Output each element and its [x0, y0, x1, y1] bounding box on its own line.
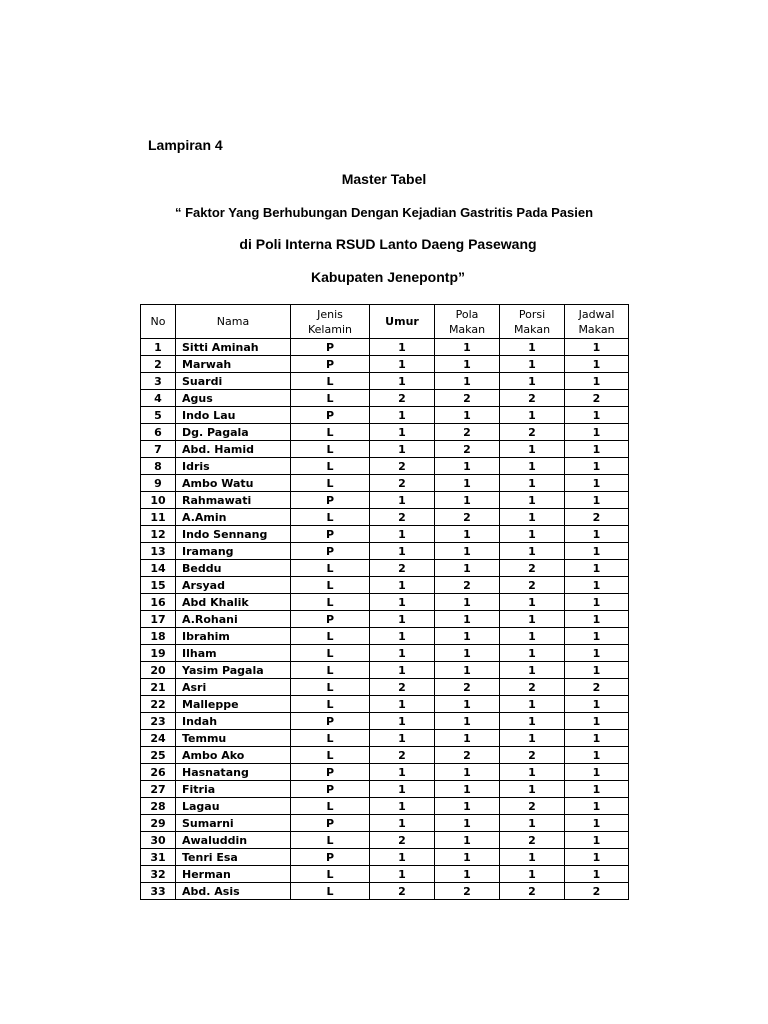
- table-row: [141, 611, 629, 628]
- cell-jadwal-makan: 2: [565, 509, 629, 526]
- cell-jadwal-makan: 1: [565, 628, 629, 645]
- cell-no: 16: [141, 594, 176, 611]
- cell-pola-makan: 1: [435, 543, 500, 560]
- cell-jenis-kelamin: L: [291, 832, 370, 849]
- cell-no: 10: [141, 492, 176, 509]
- cell-nama: Tenri Esa: [176, 849, 291, 866]
- cell-jenis-kelamin: L: [291, 509, 370, 526]
- cell-jenis-kelamin: P: [291, 339, 370, 356]
- cell-no: 14: [141, 560, 176, 577]
- subtitle-line-1: “ Faktor Yang Berhubungan Dengan Kejadian Gastritis Pada Pasien: [174, 205, 594, 220]
- cell-umur: 1: [370, 424, 435, 441]
- cell-jadwal-makan: 1: [565, 560, 629, 577]
- cell-no: 21: [141, 679, 176, 696]
- cell-jenis-kelamin: P: [291, 356, 370, 373]
- cell-jadwal-makan: 1: [565, 747, 629, 764]
- cell-no: 8: [141, 458, 176, 475]
- table-row: [141, 339, 629, 356]
- table-body: [141, 339, 629, 900]
- cell-umur: 1: [370, 407, 435, 424]
- cell-jadwal-makan: 2: [565, 390, 629, 407]
- table-row: [141, 832, 629, 849]
- cell-no: 32: [141, 866, 176, 883]
- table-row: [141, 747, 629, 764]
- cell-pola-makan: 2: [435, 424, 500, 441]
- table-row: [141, 373, 629, 390]
- cell-umur: 1: [370, 577, 435, 594]
- cell-porsi-makan: 1: [500, 849, 565, 866]
- cell-nama: Herman: [176, 866, 291, 883]
- cell-umur: 1: [370, 645, 435, 662]
- cell-porsi-makan: 1: [500, 594, 565, 611]
- cell-jadwal-makan: 1: [565, 594, 629, 611]
- header-porsi-makan: [500, 305, 565, 339]
- cell-jenis-kelamin: L: [291, 679, 370, 696]
- cell-no: 12: [141, 526, 176, 543]
- cell-porsi-makan: 1: [500, 492, 565, 509]
- cell-porsi-makan: 1: [500, 356, 565, 373]
- cell-no: 28: [141, 798, 176, 815]
- cell-umur: 1: [370, 713, 435, 730]
- cell-no: 29: [141, 815, 176, 832]
- cell-porsi-makan: 1: [500, 339, 565, 356]
- cell-jadwal-makan: 1: [565, 730, 629, 747]
- table-row: [141, 424, 629, 441]
- cell-no: 2: [141, 356, 176, 373]
- cell-nama: Marwah: [176, 356, 291, 373]
- cell-nama: Yasim Pagala: [176, 662, 291, 679]
- table-row: [141, 696, 629, 713]
- cell-jadwal-makan: 1: [565, 339, 629, 356]
- cell-porsi-makan: 1: [500, 781, 565, 798]
- cell-nama: Abd Khalik: [176, 594, 291, 611]
- cell-porsi-makan: 2: [500, 798, 565, 815]
- cell-porsi-makan: 1: [500, 696, 565, 713]
- cell-jadwal-makan: 1: [565, 407, 629, 424]
- cell-no: 26: [141, 764, 176, 781]
- cell-jenis-kelamin: P: [291, 492, 370, 509]
- cell-umur: 1: [370, 543, 435, 560]
- cell-no: 5: [141, 407, 176, 424]
- table-row: [141, 594, 629, 611]
- cell-jadwal-makan: 1: [565, 781, 629, 798]
- cell-umur: 2: [370, 390, 435, 407]
- cell-nama: Idris: [176, 458, 291, 475]
- cell-jadwal-makan: 1: [565, 441, 629, 458]
- cell-pola-makan: 1: [435, 764, 500, 781]
- cell-umur: 1: [370, 441, 435, 458]
- table-row: [141, 849, 629, 866]
- cell-jadwal-makan: 1: [565, 696, 629, 713]
- cell-pola-makan: 1: [435, 662, 500, 679]
- header-nama-label: Nama: [216, 315, 250, 328]
- cell-pola-makan: 2: [435, 883, 500, 900]
- cell-jadwal-makan: 1: [565, 356, 629, 373]
- cell-pola-makan: 1: [435, 458, 500, 475]
- cell-jadwal-makan: 1: [565, 458, 629, 475]
- cell-pola-makan: 1: [435, 526, 500, 543]
- cell-porsi-makan: 2: [500, 679, 565, 696]
- cell-pola-makan: 1: [435, 798, 500, 815]
- table-row: [141, 679, 629, 696]
- cell-nama: Lagau: [176, 798, 291, 815]
- header-porsi-line2: Makan: [513, 322, 551, 336]
- cell-pola-makan: 1: [435, 373, 500, 390]
- table-row: [141, 356, 629, 373]
- cell-jenis-kelamin: P: [291, 543, 370, 560]
- cell-pola-makan: 2: [435, 679, 500, 696]
- cell-porsi-makan: 1: [500, 866, 565, 883]
- header-pola-line1: Pola: [455, 307, 479, 321]
- cell-umur: 1: [370, 373, 435, 390]
- table-row: [141, 526, 629, 543]
- cell-jadwal-makan: 1: [565, 492, 629, 509]
- header-nama: [176, 305, 291, 339]
- cell-no: 30: [141, 832, 176, 849]
- cell-porsi-makan: 1: [500, 458, 565, 475]
- cell-umur: 2: [370, 509, 435, 526]
- cell-jadwal-makan: 1: [565, 475, 629, 492]
- cell-jenis-kelamin: L: [291, 390, 370, 407]
- cell-no: 7: [141, 441, 176, 458]
- cell-umur: 1: [370, 730, 435, 747]
- header-jk-line1: Jenis: [317, 307, 343, 321]
- cell-no: 18: [141, 628, 176, 645]
- cell-pola-makan: 2: [435, 390, 500, 407]
- cell-nama: Beddu: [176, 560, 291, 577]
- table-row: [141, 407, 629, 424]
- table-row: [141, 730, 629, 747]
- cell-jadwal-makan: 2: [565, 679, 629, 696]
- cell-jenis-kelamin: L: [291, 645, 370, 662]
- table-row: [141, 866, 629, 883]
- cell-umur: 1: [370, 628, 435, 645]
- cell-pola-makan: 2: [435, 577, 500, 594]
- cell-nama: Ambo Watu: [176, 475, 291, 492]
- table-row: [141, 781, 629, 798]
- cell-nama: Rahmawati: [176, 492, 291, 509]
- cell-porsi-makan: 1: [500, 611, 565, 628]
- cell-jadwal-makan: 1: [565, 713, 629, 730]
- cell-nama: A.Amin: [176, 509, 291, 526]
- cell-jenis-kelamin: L: [291, 696, 370, 713]
- cell-umur: 1: [370, 764, 435, 781]
- cell-pola-makan: 1: [435, 832, 500, 849]
- cell-pola-makan: 1: [435, 356, 500, 373]
- table-row: [141, 713, 629, 730]
- cell-umur: 1: [370, 849, 435, 866]
- cell-jenis-kelamin: L: [291, 798, 370, 815]
- cell-no: 24: [141, 730, 176, 747]
- cell-umur: 2: [370, 475, 435, 492]
- table-row: [141, 560, 629, 577]
- cell-porsi-makan: 1: [500, 645, 565, 662]
- cell-porsi-makan: 2: [500, 560, 565, 577]
- cell-umur: 2: [370, 832, 435, 849]
- cell-nama: Indo Sennang: [176, 526, 291, 543]
- cell-nama: Ilham: [176, 645, 291, 662]
- cell-jadwal-makan: 1: [565, 577, 629, 594]
- cell-umur: 1: [370, 611, 435, 628]
- cell-umur: 2: [370, 560, 435, 577]
- cell-jenis-kelamin: L: [291, 730, 370, 747]
- header-umur: [370, 305, 435, 339]
- cell-pola-makan: 1: [435, 645, 500, 662]
- header-no: [141, 305, 176, 339]
- cell-porsi-makan: 1: [500, 543, 565, 560]
- cell-jadwal-makan: 1: [565, 611, 629, 628]
- cell-nama: Asri: [176, 679, 291, 696]
- table-row: [141, 543, 629, 560]
- cell-no: 15: [141, 577, 176, 594]
- cell-pola-makan: 1: [435, 696, 500, 713]
- cell-pola-makan: 1: [435, 475, 500, 492]
- cell-nama: Suardi: [176, 373, 291, 390]
- cell-porsi-makan: 1: [500, 441, 565, 458]
- appendix-label: Lampiran 4: [148, 137, 223, 153]
- cell-no: 20: [141, 662, 176, 679]
- cell-pola-makan: 1: [435, 407, 500, 424]
- cell-umur: 1: [370, 594, 435, 611]
- cell-jenis-kelamin: P: [291, 781, 370, 798]
- cell-nama: Agus: [176, 390, 291, 407]
- cell-jenis-kelamin: P: [291, 526, 370, 543]
- header-row: [141, 305, 629, 339]
- header-porsi-line1: Porsi: [518, 307, 546, 321]
- cell-nama: Sitti Aminah: [176, 339, 291, 356]
- cell-umur: 1: [370, 526, 435, 543]
- cell-porsi-makan: 1: [500, 373, 565, 390]
- cell-pola-makan: 1: [435, 611, 500, 628]
- cell-pola-makan: 1: [435, 560, 500, 577]
- cell-no: 11: [141, 509, 176, 526]
- cell-nama: Fitria: [176, 781, 291, 798]
- cell-jenis-kelamin: L: [291, 577, 370, 594]
- document-title: Master Tabel: [341, 171, 427, 187]
- cell-no: 31: [141, 849, 176, 866]
- cell-jenis-kelamin: L: [291, 628, 370, 645]
- cell-jenis-kelamin: L: [291, 475, 370, 492]
- cell-jenis-kelamin: L: [291, 560, 370, 577]
- cell-umur: 2: [370, 458, 435, 475]
- cell-umur: 1: [370, 339, 435, 356]
- cell-jenis-kelamin: L: [291, 662, 370, 679]
- cell-nama: Awaluddin: [176, 832, 291, 849]
- cell-jenis-kelamin: L: [291, 373, 370, 390]
- cell-pola-makan: 2: [435, 441, 500, 458]
- cell-porsi-makan: 1: [500, 509, 565, 526]
- cell-umur: 2: [370, 883, 435, 900]
- cell-nama: Malleppe: [176, 696, 291, 713]
- subtitle-line-3: Kabupaten Jenepontp”: [310, 269, 465, 285]
- cell-pola-makan: 2: [435, 747, 500, 764]
- cell-jadwal-makan: 1: [565, 815, 629, 832]
- cell-porsi-makan: 1: [500, 764, 565, 781]
- table-row: [141, 441, 629, 458]
- cell-jenis-kelamin: P: [291, 815, 370, 832]
- table-row: [141, 458, 629, 475]
- cell-porsi-makan: 2: [500, 832, 565, 849]
- table-row: [141, 509, 629, 526]
- header-jadwal-line1: Jadwal: [578, 307, 615, 321]
- table-header: [141, 305, 629, 339]
- cell-jadwal-makan: 1: [565, 764, 629, 781]
- cell-nama: Ibrahim: [176, 628, 291, 645]
- cell-no: 13: [141, 543, 176, 560]
- cell-nama: Temmu: [176, 730, 291, 747]
- cell-jadwal-makan: 1: [565, 645, 629, 662]
- cell-pola-makan: 1: [435, 713, 500, 730]
- cell-pola-makan: 1: [435, 781, 500, 798]
- cell-umur: 1: [370, 492, 435, 509]
- cell-jenis-kelamin: L: [291, 458, 370, 475]
- cell-jadwal-makan: 2: [565, 883, 629, 900]
- table-row: [141, 628, 629, 645]
- cell-jenis-kelamin: P: [291, 764, 370, 781]
- cell-nama: Iramang: [176, 543, 291, 560]
- cell-jadwal-makan: 1: [565, 798, 629, 815]
- cell-jenis-kelamin: P: [291, 713, 370, 730]
- cell-porsi-makan: 2: [500, 747, 565, 764]
- table-row: [141, 883, 629, 900]
- cell-porsi-makan: 2: [500, 577, 565, 594]
- cell-nama: Arsyad: [176, 577, 291, 594]
- cell-jadwal-makan: 1: [565, 424, 629, 441]
- cell-jadwal-makan: 1: [565, 526, 629, 543]
- cell-jenis-kelamin: L: [291, 747, 370, 764]
- header-jadwal-makan: [565, 305, 629, 339]
- cell-jenis-kelamin: L: [291, 441, 370, 458]
- cell-no: 27: [141, 781, 176, 798]
- header-jadwal-line2: Makan: [578, 322, 615, 336]
- cell-no: 6: [141, 424, 176, 441]
- cell-umur: 2: [370, 747, 435, 764]
- table-row: [141, 798, 629, 815]
- cell-porsi-makan: 2: [500, 883, 565, 900]
- cell-nama: A.Rohani: [176, 611, 291, 628]
- cell-porsi-makan: 2: [500, 390, 565, 407]
- table-row: [141, 764, 629, 781]
- table-row: [141, 815, 629, 832]
- cell-umur: 1: [370, 781, 435, 798]
- cell-umur: 1: [370, 662, 435, 679]
- cell-nama: Abd. Hamid: [176, 441, 291, 458]
- cell-jenis-kelamin: P: [291, 407, 370, 424]
- cell-no: 33: [141, 883, 176, 900]
- cell-umur: 1: [370, 798, 435, 815]
- cell-nama: Indo Lau: [176, 407, 291, 424]
- cell-jadwal-makan: 1: [565, 662, 629, 679]
- cell-nama: Sumarni: [176, 815, 291, 832]
- cell-porsi-makan: 1: [500, 730, 565, 747]
- cell-umur: 2: [370, 679, 435, 696]
- cell-jenis-kelamin: L: [291, 866, 370, 883]
- cell-porsi-makan: 1: [500, 526, 565, 543]
- cell-pola-makan: 1: [435, 492, 500, 509]
- cell-jenis-kelamin: L: [291, 883, 370, 900]
- table-row: [141, 475, 629, 492]
- cell-pola-makan: 1: [435, 730, 500, 747]
- cell-porsi-makan: 1: [500, 407, 565, 424]
- cell-jadwal-makan: 1: [565, 832, 629, 849]
- cell-porsi-makan: 1: [500, 713, 565, 730]
- header-jk-line2: Kelamin: [308, 322, 352, 336]
- cell-jadwal-makan: 1: [565, 849, 629, 866]
- cell-pola-makan: 1: [435, 849, 500, 866]
- cell-jadwal-makan: 1: [565, 866, 629, 883]
- cell-umur: 1: [370, 866, 435, 883]
- header-jenis-kelamin: [291, 305, 370, 339]
- header-pola-line2: Makan: [448, 322, 486, 336]
- cell-porsi-makan: 1: [500, 628, 565, 645]
- cell-nama: Ambo Ako: [176, 747, 291, 764]
- cell-jenis-kelamin: P: [291, 611, 370, 628]
- cell-nama: Indah: [176, 713, 291, 730]
- header-no-label: No: [150, 315, 166, 328]
- table-row: [141, 492, 629, 509]
- table-row: [141, 390, 629, 407]
- master-table: [140, 304, 629, 900]
- cell-nama: Abd. Asis: [176, 883, 291, 900]
- table-row: [141, 662, 629, 679]
- header-pola-makan: [435, 305, 500, 339]
- cell-umur: 1: [370, 696, 435, 713]
- cell-porsi-makan: 2: [500, 424, 565, 441]
- table-row: [141, 577, 629, 594]
- cell-no: 19: [141, 645, 176, 662]
- subtitle-line-2: di Poli Interna RSUD Lanto Daeng Pasewang: [239, 236, 537, 252]
- cell-no: 23: [141, 713, 176, 730]
- cell-porsi-makan: 1: [500, 815, 565, 832]
- cell-pola-makan: 1: [435, 339, 500, 356]
- cell-no: 3: [141, 373, 176, 390]
- cell-jenis-kelamin: L: [291, 594, 370, 611]
- cell-jenis-kelamin: L: [291, 424, 370, 441]
- cell-no: 25: [141, 747, 176, 764]
- cell-porsi-makan: 1: [500, 475, 565, 492]
- cell-no: 9: [141, 475, 176, 492]
- cell-nama: Dg. Pagala: [176, 424, 291, 441]
- header-umur-label: Umur: [385, 315, 419, 328]
- table-row: [141, 645, 629, 662]
- cell-no: 1: [141, 339, 176, 356]
- cell-no: 22: [141, 696, 176, 713]
- cell-no: 17: [141, 611, 176, 628]
- cell-nama: Hasnatang: [176, 764, 291, 781]
- cell-pola-makan: 2: [435, 509, 500, 526]
- cell-jadwal-makan: 1: [565, 373, 629, 390]
- cell-jadwal-makan: 1: [565, 543, 629, 560]
- cell-umur: 1: [370, 815, 435, 832]
- cell-porsi-makan: 1: [500, 662, 565, 679]
- cell-jenis-kelamin: P: [291, 849, 370, 866]
- cell-pola-makan: 1: [435, 628, 500, 645]
- cell-pola-makan: 1: [435, 815, 500, 832]
- cell-pola-makan: 1: [435, 866, 500, 883]
- cell-no: 4: [141, 390, 176, 407]
- cell-umur: 1: [370, 356, 435, 373]
- cell-pola-makan: 1: [435, 594, 500, 611]
